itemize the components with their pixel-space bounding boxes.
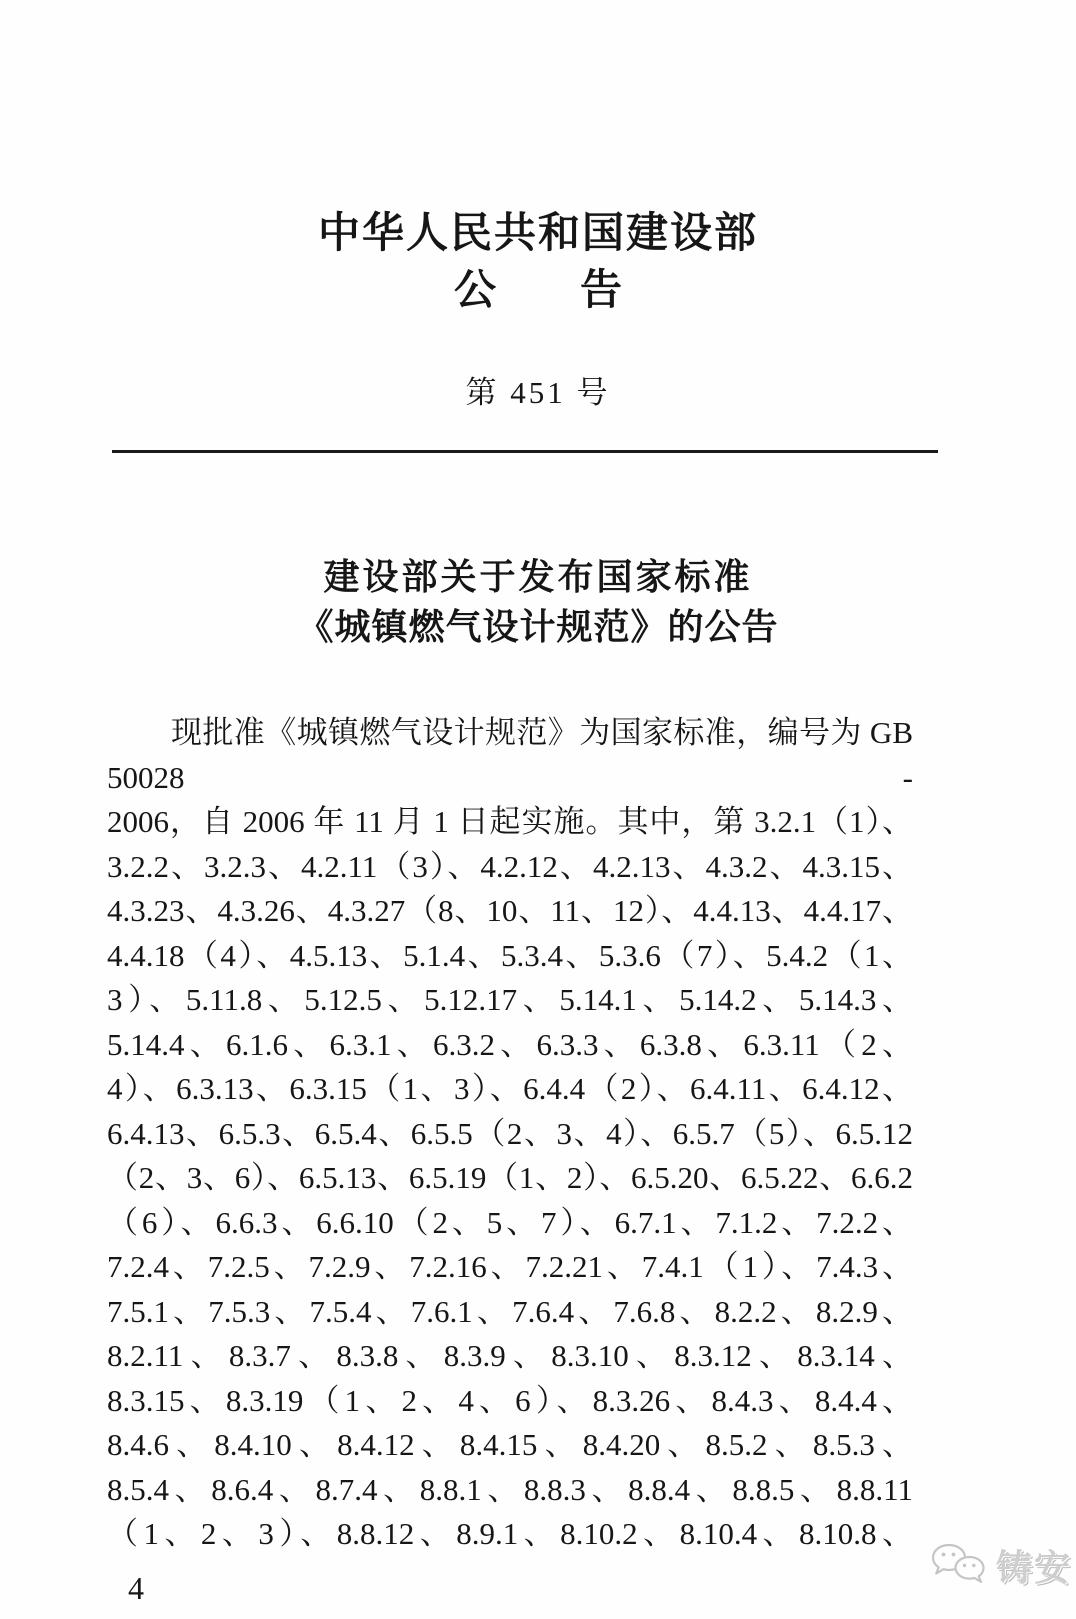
- body-line: 7.2.4、7.2.5、7.2.9、7.2.16、7.2.21、7.4.1（1）、7.4.3、: [107, 1249, 913, 1284]
- body-line: 4.4.18（4）、4.5.13、5.1.4、5.3.4、5.3.6（7）、5.4.2（1、: [107, 937, 913, 973]
- horizontal-rule: [112, 450, 938, 453]
- body-line: （1、2、3）、8.8.12、8.9.1、8.10.2、8.10.4、8.10.8、: [107, 1516, 913, 1551]
- body-line: 3）、5.11.8、5.12.5、5.12.17、5.14.1、5.14.2、5.14.3、: [107, 982, 913, 1017]
- body-line: 4）、6.3.13、6.3.15（1、3）、6.4.4（2）、6.4.11、6.4.12、: [107, 1071, 913, 1106]
- body-line: 2006，自 2006 年 11 月 1 日起实施。其中，第 3.2.1（1）、: [107, 804, 913, 839]
- notice-type-title: 公 告: [453, 266, 622, 313]
- body-line: 8.4.6、8.4.10、8.4.12、8.4.15、8.4.20、8.5.2、8.5.3、: [107, 1427, 913, 1462]
- body-line: 3.2.2、3.2.3、4.2.11（3）、4.2.12、4.2.13、4.3.2、4.3.15、: [107, 848, 913, 884]
- watermark-text: 铸安: [996, 1546, 1073, 1588]
- watermark: [928, 1540, 1072, 1595]
- body-line: 8.2.11、8.3.7、8.3.8、8.3.9、8.3.10、8.3.12、8.3.14、: [107, 1338, 913, 1373]
- body-line: 8.3.15、8.3.19（1、2、4、6）、8.3.26、8.4.3、8.4.4、: [107, 1382, 913, 1418]
- announcement-body: [107, 711, 913, 1557]
- body-line: 现批准《城镇燃气设计规范》为国家标准，编号为 GB 50028 -: [107, 715, 913, 795]
- body-line: 5.14.4、6.1.6、6.3.1、6.3.2、6.3.3、6.3.8、6.3.11（2、: [107, 1026, 913, 1062]
- body-line: 8.5.4、8.6.4、8.7.4、8.8.1、8.8.3、8.8.4、8.8.5、8.8.11: [107, 1471, 913, 1507]
- body-line: 6.4.13、6.5.3、6.5.4、6.5.5（2、3、4）、6.5.7（5）、6.5.12: [107, 1115, 913, 1151]
- issuing-org-title: 中华人民共和国建设部: [317, 209, 758, 256]
- page-number: 4: [128, 1569, 144, 1606]
- notice-number: 第 451 号: [465, 375, 611, 410]
- body-line: 7.5.1、7.5.3、7.5.4、7.6.1、7.6.4、7.6.8、8.2.2、8.2.9、: [107, 1293, 913, 1329]
- wechat-logo-icon: [928, 1540, 988, 1595]
- announcement-subtitle-line2: 《城镇燃气设计规范》的公告: [297, 606, 779, 647]
- announcement-subtitle-line1: 建设部关于发布国家标准: [323, 556, 753, 597]
- body-line: （2、3、6）、6.5.13、6.5.19（1、2）、6.5.20、6.5.22、6.6.2: [107, 1160, 913, 1195]
- body-line: （6）、6.6.3、6.6.10（2、5、7）、6.7.1、7.1.2、7.2.2、: [107, 1204, 913, 1240]
- body-line: 4.3.23、4.3.26、4.3.27（8、10、11、12）、4.4.13、4.4.17、: [107, 893, 913, 928]
